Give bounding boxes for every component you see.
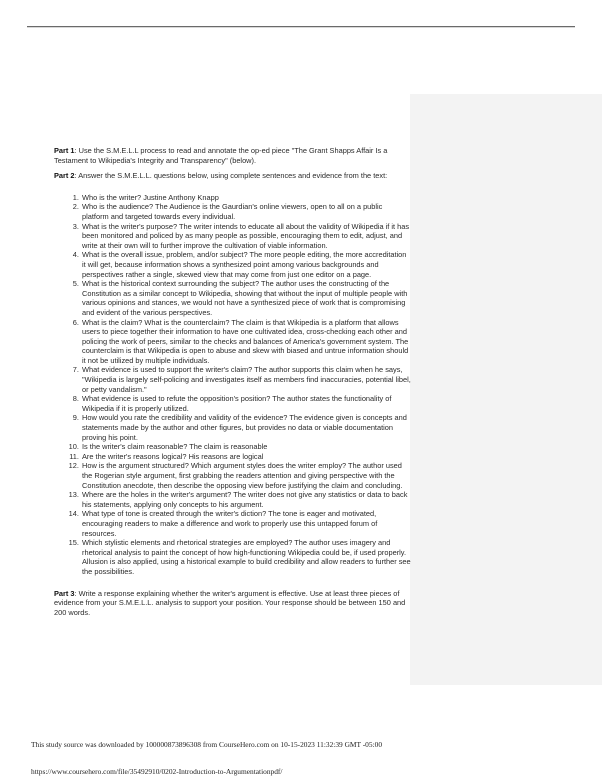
part1-text: : Use the S.M.E.L.L process to read and annotate the op-ed piece "The Grant Shapps Affair Is a Testament to Wikipedia's Integrity and Transparency" (below). [54,146,388,165]
part3-label: Part 3 [54,588,75,598]
list-item: 15. Which stylistic elements and rhetorical strategies are employed? The author uses imagery and rhetorical analysis to paint the concept of how high-functioning Wikipedia could be, if used properly. Allusion is also applied, using a historical example to build credibility and allow readers to further see the possibilities. [81,538,411,576]
list-item: 1. Who is the writer? Justine Anthony Knapp [81,193,411,203]
download-notice: This study source was downloaded by 100000873896308 from CourseHero.com on 10-15-2023 11:32:39 GMT -05:00 [31,740,383,749]
list-item: 10. Is the writer's claim reasonable? The claim is reasonable [81,442,411,452]
list-item: 9. How would you rate the credibility and validity of the evidence? The evidence given is concepts and statements made by the author and other figures, but provides no data or viable documentation proving his point. [81,413,411,442]
part2-text: : Answer the S.M.E.L.L. questions below, using complete sentences and evidence from the text: [74,171,388,181]
part1-paragraph [54,146,411,165]
list-item: 2. Who is the audience? The Audience is the Gaurdian's online viewers, open to all on a public platform and targeted towards every individual. [81,202,411,221]
document-body [54,146,411,623]
part3-text: : Write a response explaining whether the writer's argument is effective. Use at least three pieces of evidence from your S.M.E.L.L. analysis to support your position. Your response should be between 150 and 200 words. [54,588,406,617]
list-item: 12. How is the argument structured? Which argument styles does the writer employ? The author used the Rogerian style argument, first grabbing the readers attention and giving perspective with the Constitution anecdote, then describe the opposing view before justifying the claim and concluding. [81,461,411,490]
part2-paragraph [54,171,411,181]
part3-paragraph [54,589,411,618]
list-item: 8. What evidence is used to refute the opposition's position? The author states the functionality of Wikipedia if it is properly utilized. [81,394,411,413]
part1-label: Part 1 [54,146,75,155]
source-url[interactable]: https://www.coursehero.com/file/35492910/0202-Introduction-to-Argumentationpdf/ [31,767,283,776]
list-item: 5. What is the historical context surrounding the subject? The author uses the constructing of the Constitution as a similar concept to Wikipedia, showing that without the input of multiple people with various opinions and stances, we would not have a synthesized piece of work that is compromising and evident of the various perspectives. [81,279,411,317]
list-item: 6. What is the claim? What is the counterclaim? The claim is that Wikipedia is a platform that allows users to piece together their information to have one cultivated idea, cross-checking each other and policing the work of peers, similar to the checks and balances of America's government system. The counterclaim is that Wikipedia is open to abuse and skew with biased and untrue information should it not be utilized by multiple individuals. [81,318,411,366]
part2-label: Part 2 [54,171,75,181]
comment-margin-panel [410,94,602,685]
list-item: 3. What is the writer's purpose? The writer intends to educate all about the validity of Wikipedia if it has been monitored and policed by as many people as possible, encouraging them to edit, adjust, and write at their own will to further improve the cultivation of viable information. [81,222,411,251]
smell-questions-list [54,193,411,577]
header-rule [27,26,575,27]
list-item: 7. What evidence is used to support the writer's claim? The author supports this claim when he says, "Wikipedia is largely self-policing and investigates itself as members find inaccuracies, potential libel, or petty vandalism." [81,365,411,394]
list-item: 4. What is the overall issue, problem, and/or subject? The more people editing, the more accreditation it will get, because information shows a synthesized point among various backgrounds and perspectives rather a single, skewed view that may come from just one editor on a page. [81,250,411,279]
list-item: 14. What type of tone is created through the writer's diction? The tone is eager and motivated, encouraging readers to make a difference and work to properly use this untapped forum of resources. [81,509,411,538]
list-item: 11. Are the writer's reasons logical? His reasons are logical [81,452,411,462]
list-item: 13. Where are the holes in the writer's argument? The writer does not give any statistics or data to back his statements, applying only concepts to his argument. [81,490,411,509]
